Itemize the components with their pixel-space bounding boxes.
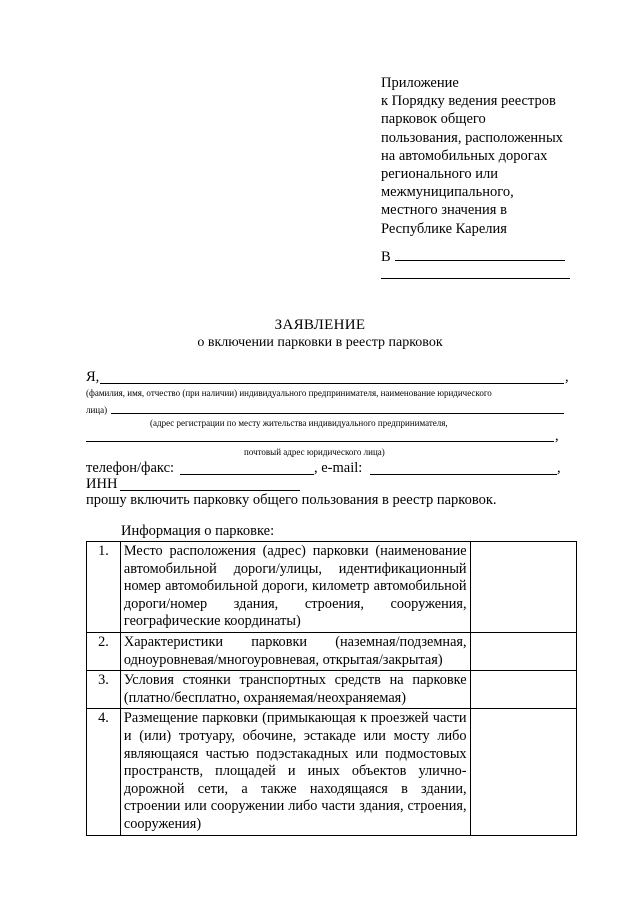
addressee-line — [381, 248, 565, 266]
appendix-line: Республике Карелия — [381, 220, 507, 237]
applicant-name-field[interactable] — [100, 383, 564, 384]
appendix-block — [381, 74, 581, 238]
appendix-line: пользования, расположенных — [381, 129, 563, 146]
table-row — [87, 671, 577, 709]
table-row — [87, 542, 577, 633]
row-number: 2. — [87, 632, 121, 670]
row-description: Место расположения (адрес) парковки (наименование автомобильной дороги/улицы, идентификационный номер автомобильной дороги, километр автомобильной дороги/номер здания, строения, сооружения, географические координаты) — [120, 542, 470, 633]
row-description: Условия стоянки транспортных средств на парковке (платно/бесплатно, охраняемая/неохраняемая) — [120, 671, 470, 709]
row-value-cell[interactable] — [470, 671, 576, 709]
email-field[interactable] — [370, 474, 557, 475]
addressee-label: В — [381, 249, 391, 265]
appendix-line: Приложение — [381, 75, 459, 91]
row-description: Характеристики парковки (наземная/подземная, одноуровневая/многоуровневая, открытая/закрытая) — [120, 632, 470, 670]
row-value-cell[interactable] — [470, 632, 576, 670]
appendix-line: на автомобильных дорогах — [381, 147, 548, 164]
phone-field[interactable] — [180, 474, 314, 475]
hint-entity: лица) — [86, 405, 108, 415]
addressee-field[interactable] — [395, 248, 565, 261]
hint-address: (адрес регистрации по месту жительства индивидуального предпринимателя, — [150, 418, 448, 428]
hint-applicant-name: (фамилия, имя, отчество (при наличии) индивидуального предпринимателя, наименование юридического — [86, 388, 492, 398]
table-row — [87, 632, 577, 670]
address-line-end: , — [555, 428, 559, 444]
applicant-label: Я, — [86, 369, 100, 385]
document-subtitle: о включении парковки в реестр парковок — [197, 335, 443, 350]
table-row — [87, 709, 577, 835]
entity-field[interactable] — [111, 413, 564, 414]
address-field[interactable] — [86, 441, 554, 442]
applicant-line-end: , — [565, 369, 569, 385]
document-title: ЗАЯВЛЕНИЕ — [274, 317, 366, 333]
appendix-line: местного значения в — [381, 202, 507, 219]
parking-info-table — [86, 541, 577, 836]
email-label: , e-mail: — [314, 460, 363, 476]
row-number: 4. — [87, 709, 121, 835]
appendix-line: парковок общего — [381, 111, 486, 128]
row-description: Размещение парковки (примыкающая к проезжей части и (или) тротуару, обочине, эстакаде или мосту либо являющаяся частью подэстакадных или подмостовых пространств, площадей и иных объектов улично-дорожной сети, а также находящаяся в здании, строении или сооружении либо части здания, строения, сооружения) — [120, 709, 470, 835]
email-line-end: , — [557, 460, 561, 476]
request-text: прошу включить парковку общего пользования в реестр парковок. — [86, 492, 497, 508]
row-number: 1. — [87, 542, 121, 633]
row-value-cell[interactable] — [470, 542, 576, 633]
info-heading: Информация о парковке: — [121, 523, 275, 539]
row-value-cell[interactable] — [470, 709, 576, 835]
inn-label: ИНН — [86, 476, 118, 492]
phone-label: телефон/факс: — [86, 460, 175, 476]
appendix-line: к Порядку ведения реестров — [381, 93, 556, 110]
appendix-line: межмуниципального, — [381, 184, 514, 201]
row-number: 3. — [87, 671, 121, 709]
appendix-line: регионального или — [381, 166, 499, 183]
hint-postal-address: почтовый адрес юридического лица) — [244, 447, 385, 457]
inn-field[interactable] — [120, 490, 300, 491]
addressee-field-2[interactable] — [381, 277, 570, 279]
